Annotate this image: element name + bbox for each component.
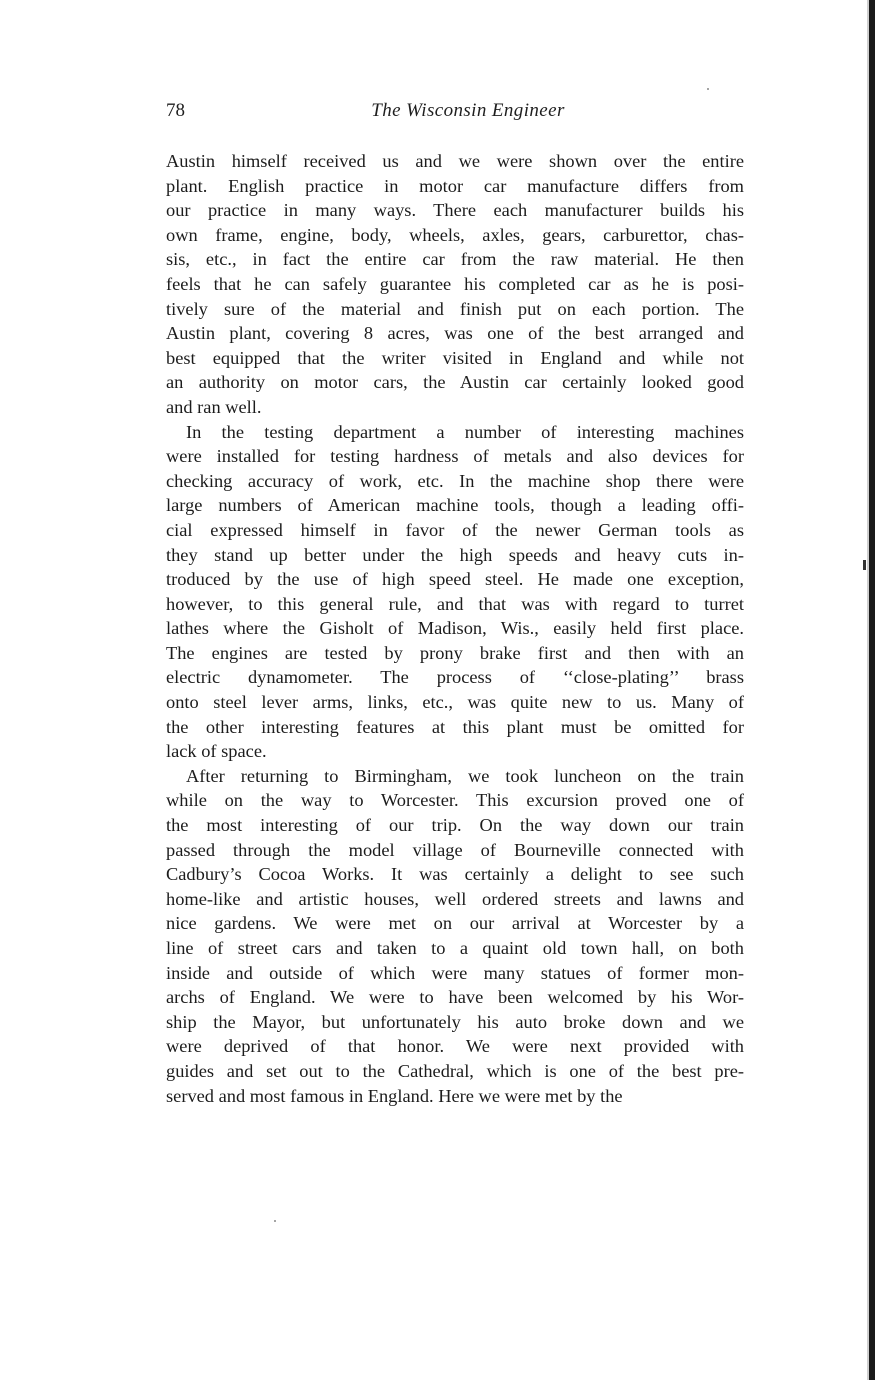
text-line: archs of England. We were to have been welcomed by his Wor- — [166, 987, 744, 1008]
text-line: Austin himself received us and we were shown over the entire — [166, 151, 744, 171]
text-line: and ran well. — [166, 396, 262, 417]
text-line: the other interesting features at this plant must be omitted for — [166, 716, 744, 737]
paragraph — [166, 420, 744, 764]
text-line: they stand up better under the high speeds and heavy cuts in- — [166, 544, 744, 565]
text-line: best equipped that the writer visited in England and while not — [166, 347, 744, 368]
text-line: passed through the model village of Bourneville connected with — [166, 839, 744, 860]
text-line: Cadbury’s Cocoa Works. It was certainly a delight to see such — [166, 864, 744, 885]
text-line: tively sure of the material and finish put on each portion. The — [166, 298, 744, 319]
text-line: nice gardens. We were met on our arrival at Worcester by a — [166, 913, 744, 934]
text-line: troduced by the use of high speed steel. He made one exception, — [166, 569, 744, 590]
text-line: large numbers of American machine tools, though a leading offi- — [166, 495, 744, 516]
text-line: onto steel lever arms, links, etc., was quite new to us. Many of — [166, 692, 744, 713]
text-line: feels that he can safely guarantee his completed car as he is posi- — [166, 273, 744, 294]
text-line: lack of space. — [166, 741, 267, 762]
paragraph — [166, 149, 744, 420]
text-line: After returning to Birmingham, we took luncheon on the train — [186, 765, 744, 786]
text-line: checking accuracy of work, etc. In the machine shop there were — [166, 470, 744, 491]
text-line: line of street cars and taken to a quaint old town hall, on both — [166, 938, 744, 958]
text-line: while on the way to Worcester. This excursion proved one of — [166, 790, 744, 811]
text-line: served and most famous in England. Here we were met by the — [166, 1085, 623, 1106]
text-line: however, to this general rule, and that was with regard to turret — [166, 593, 744, 614]
text-line: The engines are tested by prony brake first and then with an — [166, 642, 744, 663]
paragraph — [166, 764, 744, 1108]
text-line: home-like and artistic houses, well ordered streets and lawns and — [166, 888, 744, 909]
text-line: In the testing department a number of interesting machines — [186, 421, 744, 442]
text-line: guides and set out to the Cathedral, which is one of the best pre- — [166, 1060, 744, 1081]
text-line: cial expressed himself in favor of the newer German tools as — [166, 519, 744, 540]
text-line: sis, etc., in fact the entire car from the raw material. He then — [166, 249, 744, 270]
article-body — [166, 149, 744, 1108]
text-line: ship the Mayor, but unfortunately his auto broke down and we — [166, 1011, 744, 1032]
text-line: own frame, engine, body, wheels, axles, gears, carburettor, chas- — [166, 224, 744, 245]
text-line: were deprived of that honor. We were next provided with — [166, 1036, 744, 1057]
scan-mark — [863, 560, 866, 570]
text-line: an authority on motor cars, the Austin car certainly looked good — [166, 372, 744, 393]
page-number: 78 — [166, 100, 185, 121]
text-line: electric dynamometer. The process of ‘‘close-plating’’ brass — [166, 667, 744, 688]
text-line: our practice in many ways. There each manufacturer builds his — [166, 200, 744, 221]
journal-title: The Wisconsin Engineer — [371, 100, 565, 121]
text-line: Austin plant, covering 8 acres, was one of the best arranged and — [166, 323, 744, 344]
text-line: lathes where the Gisholt of Madison, Wis., easily held first place. — [166, 618, 744, 639]
text-line: inside and outside of which were many statues of former mon- — [166, 962, 744, 983]
scan-speck — [274, 1220, 276, 1222]
scan-speck — [707, 88, 709, 90]
page-edge — [869, 0, 875, 1380]
text-line: plant. English practice in motor car manufacture differs from — [166, 175, 744, 196]
running-header — [166, 100, 744, 128]
text-line: were installed for testing hardness of metals and also devices for — [166, 446, 744, 467]
text-line: the most interesting of our trip. On the way down our train — [166, 815, 744, 836]
